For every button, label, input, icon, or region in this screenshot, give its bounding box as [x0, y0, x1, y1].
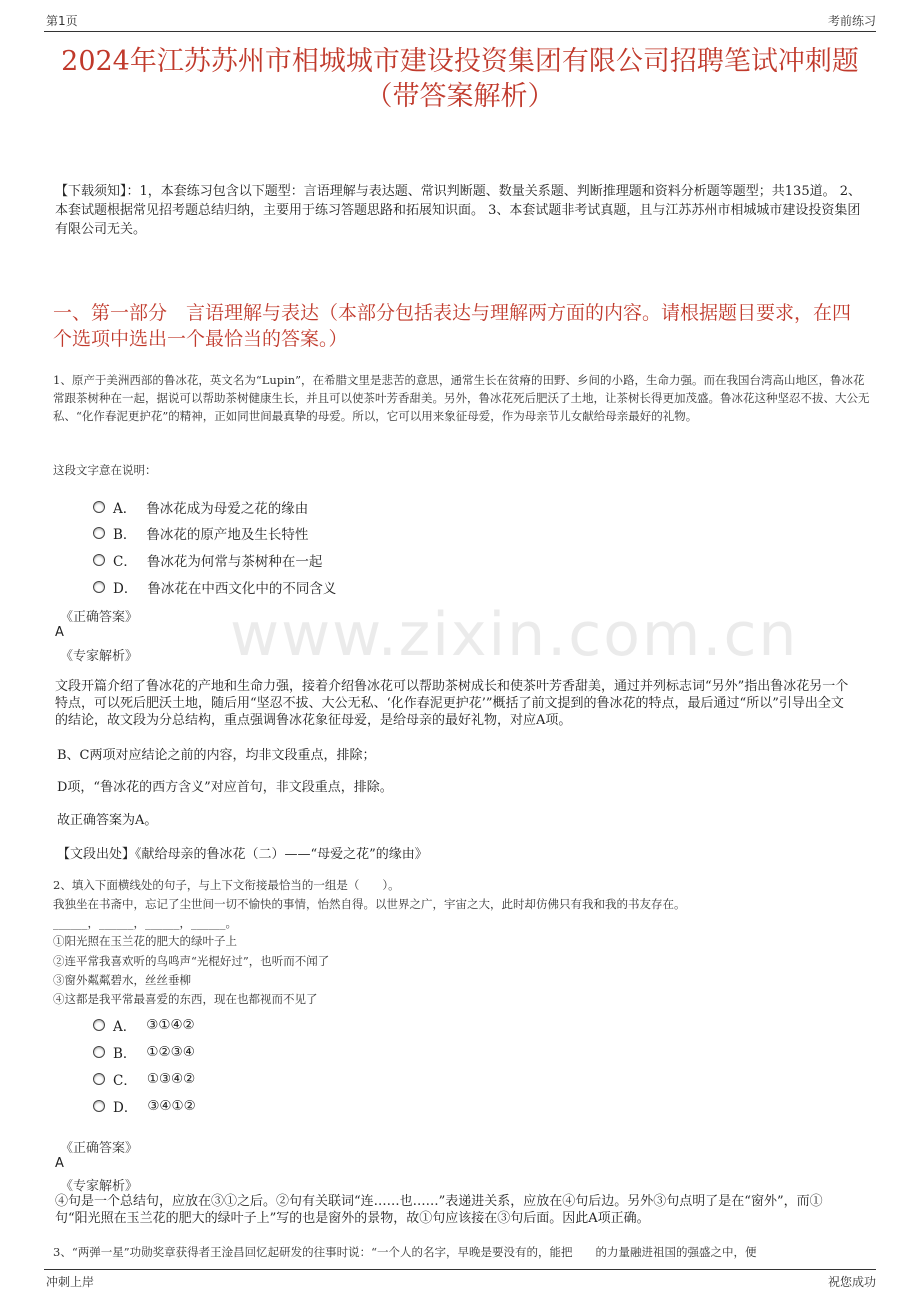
answer-label: 《正确答案》 [60, 1141, 139, 1156]
question-2-option-d[interactable] [93, 1096, 196, 1116]
radio-icon[interactable] [93, 1046, 105, 1058]
download-notice: 【下载须知】：1，本套练习包含以下题型：言语理解与表达题、常识判断题、数量关系题、判断推理题和资料分析题等题型；共135道。 2、本套试题根据常见招考题总结归纳，主要用于练习答题思路和拓展知识面。 3、本套试题非考试真题，且与江苏苏州市相城城市建设投资集团有限公司无关。 [55, 184, 861, 237]
analysis-label: 《专家解析》 [60, 1179, 139, 1194]
analysis-paragraph: B、C两项对应结论之前的内容，均非文段重点，排除； [57, 748, 376, 763]
option-label: A． [113, 1019, 137, 1035]
analysis-paragraph: D项，“鲁冰花的西方含义”对应首句，非文段重点，排除。 [57, 780, 393, 795]
option-label: B． [113, 1046, 137, 1062]
option-label: B． [113, 527, 137, 543]
watermark: www.zixin.com.cn [230, 600, 799, 670]
question-2-option-c[interactable] [93, 1069, 195, 1089]
question-1-option-d[interactable] [93, 577, 336, 597]
option-label: A． [113, 501, 137, 517]
text-source: 【文段出处】《献给母亲的鲁冰花（二）——“母爱之花”的缘由》 [57, 847, 428, 862]
radio-icon[interactable] [93, 501, 105, 513]
question-2-blanks: ______，______，______，______。 [53, 916, 237, 930]
radio-icon[interactable] [93, 1019, 105, 1031]
option-text: ①③④② [146, 1071, 196, 1087]
radio-icon[interactable] [93, 554, 105, 566]
document-title: 2024年江苏苏州市相城城市建设投资集团有限公司招聘笔试冲刺题（带答案解析） [61, 46, 859, 112]
question-2-item: ②连平常我喜欢听的鸟鸣声“光棍好过”，也听而不闻了 [53, 954, 330, 968]
answer-value: A [55, 1156, 64, 1171]
question-2-context: 我独坐在书斋中，忘记了尘世间一切不愉快的事情，怡然自得。以世界之广，宇宙之大，此时却仿佛只有我和我的书友存在。 [53, 897, 686, 911]
header-tag: 考前练习 [827, 14, 876, 28]
radio-icon[interactable] [93, 1100, 105, 1112]
option-text: 鲁冰花成为母爱之花的缘由 [146, 501, 309, 517]
header-divider [44, 31, 876, 32]
option-text: ①②③④ [146, 1044, 195, 1060]
option-label: C． [113, 1073, 137, 1089]
radio-icon[interactable] [93, 527, 105, 539]
footer-right: 祝您成功 [827, 1275, 876, 1289]
question-1-option-a[interactable] [93, 497, 308, 517]
answer-value: A [55, 625, 64, 640]
question-1-stem: 1、原产于美洲西部的鲁冰花，英文名为“Lupin”，在希腊文里是悲苦的意思，通常生长在贫瘠的田野、乡间的小路，生命力强。而在我国台湾高山地区，鲁冰花常跟茶树种在一起，据说可以帮助茶树健康生长，并且可以使茶叶芳香甜美。另外，鲁冰花死后肥沃了土地，让茶树长得更加茂盛。鲁冰花这种坚忍不拔、大公无私、“化作春泥更护花”的精神，正如同世间最真挚的母爱。所以，它可以用来象征母爱，作为母亲节儿女献给母亲最好的礼物。 [53, 373, 870, 423]
option-text: 鲁冰花为何常与茶树种在一起 [146, 554, 323, 570]
page-number: 第1页 [46, 14, 78, 28]
analysis-label: 《专家解析》 [60, 649, 139, 664]
option-label: D． [113, 1100, 138, 1116]
question-2-item: ③窗外粼粼碧水，丝丝垂柳 [53, 973, 191, 987]
question-1-option-c[interactable] [93, 550, 322, 570]
radio-icon[interactable] [93, 581, 105, 593]
question-3-stem: 3、“两弹一星”功勋奖章获得者王淦昌回忆起研发的往事时说：“一个人的名字，早晚是要没有的，能把 的力量融进祖国的强盛之中，便 [53, 1245, 757, 1259]
analysis-paragraph: 文段开篇介绍了鲁冰花的产地和生命力强，接着介绍鲁冰花可以帮助茶树成长和使茶叶芳香甜美，通过并列标志词“另外”指出鲁冰花另一个特点，可以死后肥沃土地，随后用“坚忍不拔、大公无私、‘化作春泥更护花’”概括了前文提到的鲁冰花的特点，最后通过“所以”引导出全文的结论，故文段为分总结构，重点强调鲁冰花象征母爱，是给母亲的最好礼物，对应A项。 [55, 679, 849, 728]
analysis-paragraph: ④句是一个总结句，应放在③①之后。②句有关联词“连……也……”表递进关系，应放在④句后边。另外③句点明了是在“窗外”，而①句“阳光照在玉兰花的肥大的绿叶子上”写的也是窗外的景物，故①句应该接在③句后面。因此A项正确。 [55, 1194, 823, 1226]
footer-divider [44, 1269, 876, 1270]
question-1-prompt: 这段文字意在说明： [53, 463, 157, 477]
question-2-option-a[interactable] [93, 1015, 195, 1035]
option-label: C． [113, 554, 137, 570]
question-2-item: ①阳光照在玉兰花的肥大的绿叶子上 [53, 934, 237, 948]
question-2-item: ④这都是我平常最喜爱的东西，现在也都视而不见了 [53, 992, 318, 1006]
radio-icon[interactable] [93, 1073, 105, 1085]
question-2-option-b[interactable] [93, 1042, 195, 1062]
option-text: 鲁冰花的原产地及生长特性 [146, 527, 309, 543]
analysis-conclusion: 故正确答案为A。 [57, 813, 158, 828]
question-2-stem: 2、填入下面横线处的句子，与上下文衔接最恰当的一组是（ ）。 [53, 878, 400, 892]
option-label: D． [113, 581, 138, 597]
answer-label: 《正确答案》 [60, 610, 139, 625]
question-1-option-b[interactable] [93, 523, 308, 543]
option-text: ③④①② [147, 1098, 196, 1114]
section-heading: 一、第一部分 言语理解与表达（本部分包括表达与理解两方面的内容。请根据题目要求，在四个选项中选出一个最恰当的答案。） [53, 302, 852, 350]
option-text: ③①④② [146, 1017, 195, 1033]
option-text: 鲁冰花在中西文化中的不同含义 [147, 581, 337, 597]
footer-left: 冲刺上岸 [46, 1275, 95, 1289]
